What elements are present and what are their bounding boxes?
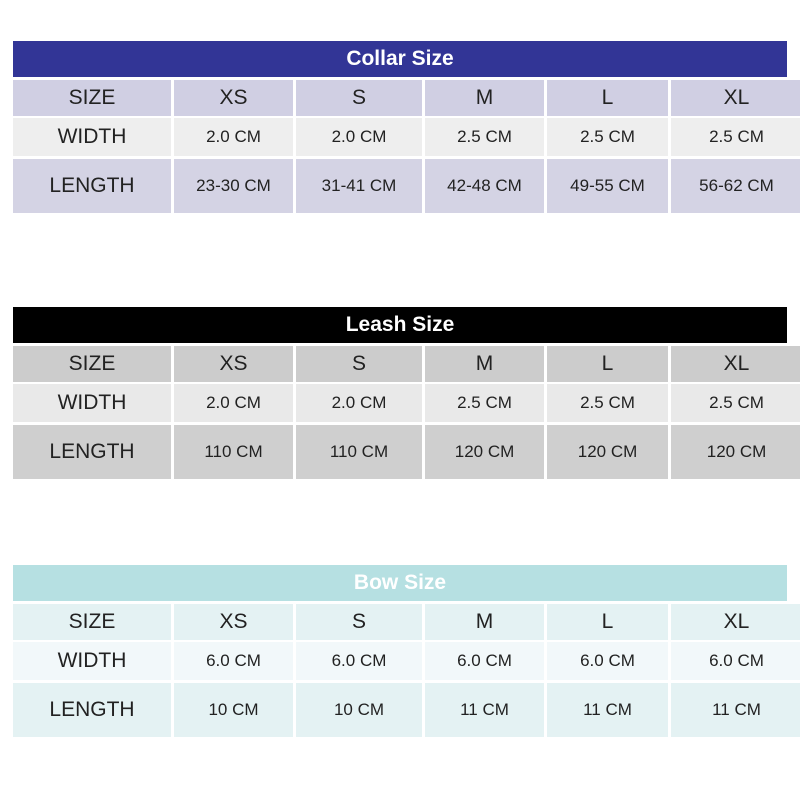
table-cell: 2.5 CM — [547, 118, 668, 156]
table-cell: 6.0 CM — [671, 642, 800, 680]
table-cell: 23-30 CM — [174, 159, 293, 213]
table-cell: XL — [671, 80, 800, 116]
bow-length-row — [13, 680, 787, 737]
table-cell: L — [547, 346, 668, 382]
table-cell: 2.5 CM — [425, 118, 544, 156]
table-cell: 2.0 CM — [296, 118, 422, 156]
table-cell: 10 CM — [174, 683, 293, 737]
table-cell: 11 CM — [547, 683, 668, 737]
table-cell: XS — [174, 604, 293, 640]
table-cell: XS — [174, 346, 293, 382]
table-cell: 49-55 CM — [547, 159, 668, 213]
table-cell: 11 CM — [671, 683, 800, 737]
table-cell: M — [425, 346, 544, 382]
table-cell: LENGTH — [13, 159, 171, 213]
leash-size-table — [13, 307, 787, 479]
collar-size-table — [13, 41, 787, 213]
table-cell: 2.5 CM — [547, 384, 668, 422]
bow-width-row — [13, 640, 787, 680]
table-cell: S — [296, 346, 422, 382]
table-cell: 2.0 CM — [296, 384, 422, 422]
table-cell: 6.0 CM — [296, 642, 422, 680]
leash-length-row — [13, 422, 787, 479]
table-cell: 2.5 CM — [671, 384, 800, 422]
table-cell: 2.5 CM — [671, 118, 800, 156]
table-cell: WIDTH — [13, 118, 171, 156]
table-cell: L — [547, 80, 668, 116]
table-cell: 2.5 CM — [425, 384, 544, 422]
table-cell: 11 CM — [425, 683, 544, 737]
collar-width-row — [13, 116, 787, 156]
table-cell: 6.0 CM — [425, 642, 544, 680]
collar-length-row — [13, 156, 787, 213]
bow-size-table — [13, 565, 787, 737]
table-cell: 6.0 CM — [174, 642, 293, 680]
table-cell: 2.0 CM — [174, 384, 293, 422]
table-cell: 2.0 CM — [174, 118, 293, 156]
table-cell: 120 CM — [671, 425, 800, 479]
table-cell: SIZE — [13, 346, 171, 382]
collar-header-row — [13, 77, 787, 116]
table-cell: 120 CM — [547, 425, 668, 479]
table-cell: M — [425, 604, 544, 640]
table-cell: 110 CM — [296, 425, 422, 479]
table-cell: LENGTH — [13, 425, 171, 479]
leash-size-title: Leash Size — [13, 307, 787, 343]
table-cell: M — [425, 80, 544, 116]
table-cell: 31-41 CM — [296, 159, 422, 213]
table-cell: WIDTH — [13, 384, 171, 422]
table-cell: 10 CM — [296, 683, 422, 737]
table-cell: LENGTH — [13, 683, 171, 737]
table-cell: SIZE — [13, 604, 171, 640]
leash-header-row — [13, 343, 787, 382]
table-cell: WIDTH — [13, 642, 171, 680]
table-cell: 56-62 CM — [671, 159, 800, 213]
collar-size-title: Collar Size — [13, 41, 787, 77]
bow-size-title: Bow Size — [13, 565, 787, 601]
table-cell: 120 CM — [425, 425, 544, 479]
table-cell: 6.0 CM — [547, 642, 668, 680]
leash-width-row — [13, 382, 787, 422]
table-cell: L — [547, 604, 668, 640]
table-cell: XL — [671, 604, 800, 640]
table-cell: S — [296, 80, 422, 116]
table-cell: S — [296, 604, 422, 640]
table-cell: SIZE — [13, 80, 171, 116]
bow-header-row — [13, 601, 787, 640]
table-cell: XL — [671, 346, 800, 382]
table-cell: 110 CM — [174, 425, 293, 479]
table-cell: XS — [174, 80, 293, 116]
table-cell: 42-48 CM — [425, 159, 544, 213]
